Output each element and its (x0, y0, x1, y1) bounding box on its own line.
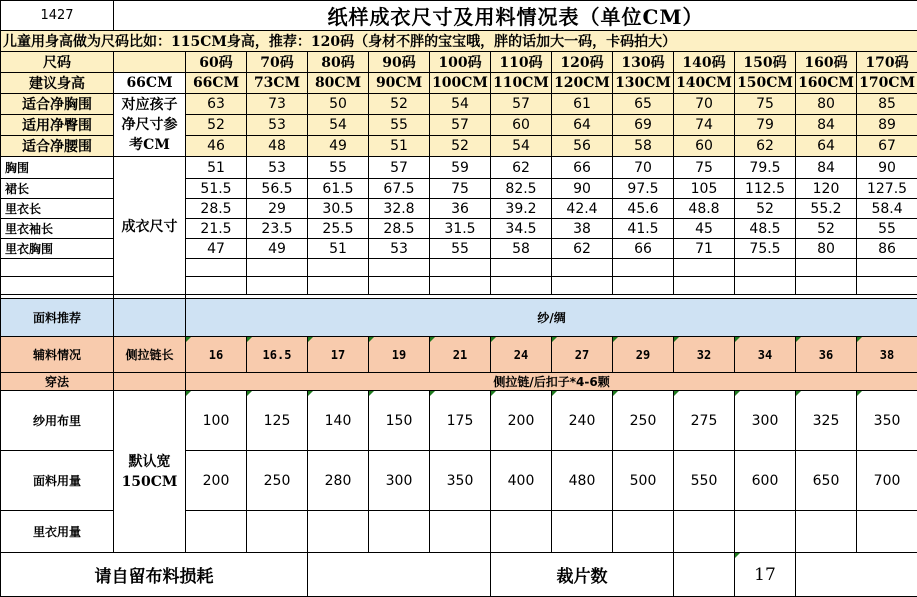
garment-value: 45 (674, 219, 735, 239)
body-value: 63 (186, 94, 247, 115)
usage-value: 280 (308, 451, 369, 511)
usage-value: 200 (491, 391, 552, 451)
wear-value: 侧拉链/后扣子*4-6颗 (186, 373, 917, 391)
garment-value: 45.6 (613, 199, 674, 219)
garment-value: 30.5 (308, 199, 369, 219)
height-value: 73CM (247, 73, 308, 94)
usage-value: 275 (674, 391, 735, 451)
body-value: 52 (430, 136, 491, 157)
garment-value: 127.5 (857, 179, 917, 199)
height-value: 150CM (735, 73, 796, 94)
garment-value: 90 (857, 157, 917, 179)
zipper-length-label: 侧拉链长 (114, 337, 186, 373)
garment-value: 51 (186, 157, 247, 179)
garment-value: 66 (552, 157, 613, 179)
height-value: 160CM (796, 73, 857, 94)
usage-value: 250 (247, 451, 308, 511)
garment-value: 75 (430, 179, 491, 199)
garment-value: 53 (247, 157, 308, 179)
garment-value: 51.5 (186, 179, 247, 199)
size-header: 160码 (796, 52, 857, 73)
body-value: 61 (552, 94, 613, 115)
garment-value: 28.5 (186, 199, 247, 219)
body-value: 64 (796, 136, 857, 157)
usage-value: 500 (613, 451, 674, 511)
garment-value: 49 (247, 239, 308, 259)
body-value: 54 (430, 94, 491, 115)
usage-value: 125 (247, 391, 308, 451)
body-value: 52 (186, 115, 247, 136)
garment-row-label: 胸围 (1, 157, 114, 179)
garment-value: 58 (491, 239, 552, 259)
body-value: 53 (247, 115, 308, 136)
height-value: 140CM (674, 73, 735, 94)
zipper-length: 36 (796, 337, 857, 373)
size-header: 70码 (247, 52, 308, 73)
body-value: 64 (552, 115, 613, 136)
zipper-length: 19 (369, 337, 430, 373)
sheet-title: 纸样成衣尺寸及用料情况表（单位CM） (114, 1, 917, 31)
body-row-label: 适合净胸围 (1, 94, 114, 115)
body-value: 52 (369, 94, 430, 115)
garment-value: 57 (369, 157, 430, 179)
zipper-length: 16 (186, 337, 247, 373)
garment-value: 56.5 (247, 179, 308, 199)
body-value: 54 (491, 136, 552, 157)
garment-row-label: 里衣胸围 (1, 239, 114, 259)
wear-row-blank (114, 373, 186, 391)
usage-value: 325 (796, 391, 857, 451)
garment-value: 62 (552, 239, 613, 259)
garment-value: 28.5 (369, 219, 430, 239)
fabric-value: 纱/绸 (186, 299, 917, 337)
default-width-label: 默认宽150CM (114, 391, 186, 553)
garment-value: 62 (491, 157, 552, 179)
garment-value: 29 (247, 199, 308, 219)
garment-value: 105 (674, 179, 735, 199)
zipper-length: 17 (308, 337, 369, 373)
wear-row-label: 穿法 (1, 373, 114, 391)
zipper-length: 38 (857, 337, 917, 373)
height-value: 80CM (308, 73, 369, 94)
usage-value: 175 (430, 391, 491, 451)
body-value: 51 (369, 136, 430, 157)
usage-value: 300 (735, 391, 796, 451)
accessory-row-label: 辅料情况 (1, 337, 114, 373)
garment-value: 90 (552, 179, 613, 199)
size-header: 170码 (857, 52, 917, 73)
usage-value: 150 (369, 391, 430, 451)
garment-value: 86 (857, 239, 917, 259)
body-ref-label: 对应孩子净尺寸参考CM (114, 94, 186, 157)
fabric-loss-note: 请自留布料损耗 (1, 553, 308, 597)
garment-value: 61.5 (308, 179, 369, 199)
usage-value: 600 (735, 451, 796, 511)
body-value: 79 (735, 115, 796, 136)
usage-value (796, 511, 857, 553)
usage-value (369, 511, 430, 553)
body-value: 58 (613, 136, 674, 157)
body-value: 65 (613, 94, 674, 115)
size-note: 儿童用身高做为尺码比如：115CM身高，推荐：120码（身材不胖的宝宝哦，胖的话加大一码，卡码拍大） (1, 31, 917, 52)
garment-value: 58.4 (857, 199, 917, 219)
garment-value: 36 (430, 199, 491, 219)
garment-value: 31.5 (430, 219, 491, 239)
footer-blank (308, 553, 491, 597)
pieces-value: 17 (735, 553, 796, 597)
body-value: 57 (491, 94, 552, 115)
body-value: 57 (430, 115, 491, 136)
body-value: 54 (308, 115, 369, 136)
size-row-label: 尺码 (1, 52, 114, 73)
zipper-length: 27 (552, 337, 613, 373)
garment-value: 82.5 (491, 179, 552, 199)
body-value: 56 (552, 136, 613, 157)
size-header: 130码 (613, 52, 674, 73)
garment-value: 79.5 (735, 157, 796, 179)
body-value: 84 (796, 115, 857, 136)
height-value: 120CM (552, 73, 613, 94)
garment-value: 59 (430, 157, 491, 179)
usage-row-label: 纱用布里 (1, 391, 114, 451)
body-value: 75 (735, 94, 796, 115)
body-value: 62 (735, 136, 796, 157)
usage-value: 240 (552, 391, 613, 451)
usage-value: 350 (430, 451, 491, 511)
fabric-row-blank (114, 299, 186, 337)
body-value: 46 (186, 136, 247, 157)
height-value: 110CM (491, 73, 552, 94)
body-value: 60 (674, 136, 735, 157)
zipper-length: 34 (735, 337, 796, 373)
usage-value (430, 511, 491, 553)
garment-value: 34.5 (491, 219, 552, 239)
garment-value: 39.2 (491, 199, 552, 219)
body-value: 69 (613, 115, 674, 136)
garment-row-label: 里衣袖长 (1, 219, 114, 239)
size-header: 150码 (735, 52, 796, 73)
zipper-length: 32 (674, 337, 735, 373)
garment-value: 67.5 (369, 179, 430, 199)
size-header: 100码 (430, 52, 491, 73)
garment-row-label: 里衣长 (1, 199, 114, 219)
usage-value (247, 511, 308, 553)
body-value: 70 (674, 94, 735, 115)
usage-value (186, 511, 247, 553)
zipper-length: 29 (613, 337, 674, 373)
usage-value: 480 (552, 451, 613, 511)
garment-value: 23.5 (247, 219, 308, 239)
size-header: 80码 (308, 52, 369, 73)
size-header: 90码 (369, 52, 430, 73)
usage-value: 650 (796, 451, 857, 511)
garment-value: 71 (674, 239, 735, 259)
garment-value: 47 (186, 239, 247, 259)
garment-value: 55.2 (796, 199, 857, 219)
garment-value: 75.5 (735, 239, 796, 259)
body-value: 60 (491, 115, 552, 136)
usage-value: 350 (857, 391, 917, 451)
height-value: 66CM (186, 73, 247, 94)
height-value: 100CM (430, 73, 491, 94)
fabric-row-label: 面料推荐 (1, 299, 114, 337)
garment-value: 52 (735, 199, 796, 219)
body-value: 74 (674, 115, 735, 136)
garment-value: 42.4 (552, 199, 613, 219)
size-header: 140码 (674, 52, 735, 73)
usage-value (552, 511, 613, 553)
garment-value: 112.5 (735, 179, 796, 199)
usage-value (613, 511, 674, 553)
usage-row-label: 面料用量 (1, 451, 114, 511)
usage-value: 400 (491, 451, 552, 511)
body-value: 89 (857, 115, 917, 136)
body-row-label: 适合净腰围 (1, 136, 114, 157)
zipper-length: 24 (491, 337, 552, 373)
size-header: 60码 (186, 52, 247, 73)
height-ref: 66CM (114, 73, 186, 94)
pieces-label: 裁片数 (491, 553, 674, 597)
garment-ref-label: 成衣尺寸 (114, 157, 186, 295)
body-value: 80 (796, 94, 857, 115)
garment-value: 21.5 (186, 219, 247, 239)
garment-value: 66 (613, 239, 674, 259)
height-value: 90CM (369, 73, 430, 94)
usage-row-label: 里衣用量 (1, 511, 114, 553)
body-value: 50 (308, 94, 369, 115)
empty-cell (1, 259, 114, 277)
garment-value: 70 (613, 157, 674, 179)
size-header: 110码 (491, 52, 552, 73)
zipper-length: 16.5 (247, 337, 308, 373)
body-value: 49 (308, 136, 369, 157)
usage-value (674, 511, 735, 553)
usage-value (491, 511, 552, 553)
footer-blank (674, 553, 735, 597)
garment-value: 55 (308, 157, 369, 179)
usage-value: 300 (369, 451, 430, 511)
empty-cell (1, 277, 114, 295)
garment-value: 51 (308, 239, 369, 259)
garment-value: 38 (552, 219, 613, 239)
garment-value: 25.5 (308, 219, 369, 239)
garment-value: 55 (857, 219, 917, 239)
garment-value: 55 (430, 239, 491, 259)
garment-value: 48.8 (674, 199, 735, 219)
body-value: 48 (247, 136, 308, 157)
height-row-label: 建议身高 (1, 73, 114, 94)
usage-value: 200 (186, 451, 247, 511)
garment-value: 41.5 (613, 219, 674, 239)
zipper-length: 21 (430, 337, 491, 373)
footer-blank (796, 553, 917, 597)
garment-value: 53 (369, 239, 430, 259)
body-value: 85 (857, 94, 917, 115)
garment-value: 97.5 (613, 179, 674, 199)
usage-value (857, 511, 917, 553)
garment-value: 120 (796, 179, 857, 199)
body-row-label: 适用净臀围 (1, 115, 114, 136)
usage-value: 100 (186, 391, 247, 451)
usage-value: 140 (308, 391, 369, 451)
size-row-blank (114, 52, 186, 73)
height-value: 170CM (857, 73, 917, 94)
garment-value: 80 (796, 239, 857, 259)
garment-value: 48.5 (735, 219, 796, 239)
garment-value: 75 (674, 157, 735, 179)
garment-value: 52 (796, 219, 857, 239)
usage-value: 550 (674, 451, 735, 511)
sheet-id: 1427 (1, 1, 114, 31)
body-value: 67 (857, 136, 917, 157)
usage-value: 700 (857, 451, 917, 511)
usage-value (735, 511, 796, 553)
usage-value: 250 (613, 391, 674, 451)
garment-value: 32.8 (369, 199, 430, 219)
usage-value (308, 511, 369, 553)
height-value: 130CM (613, 73, 674, 94)
garment-value: 84 (796, 157, 857, 179)
size-header: 120码 (552, 52, 613, 73)
garment-row-label: 裙长 (1, 179, 114, 199)
body-value: 73 (247, 94, 308, 115)
body-value: 55 (369, 115, 430, 136)
